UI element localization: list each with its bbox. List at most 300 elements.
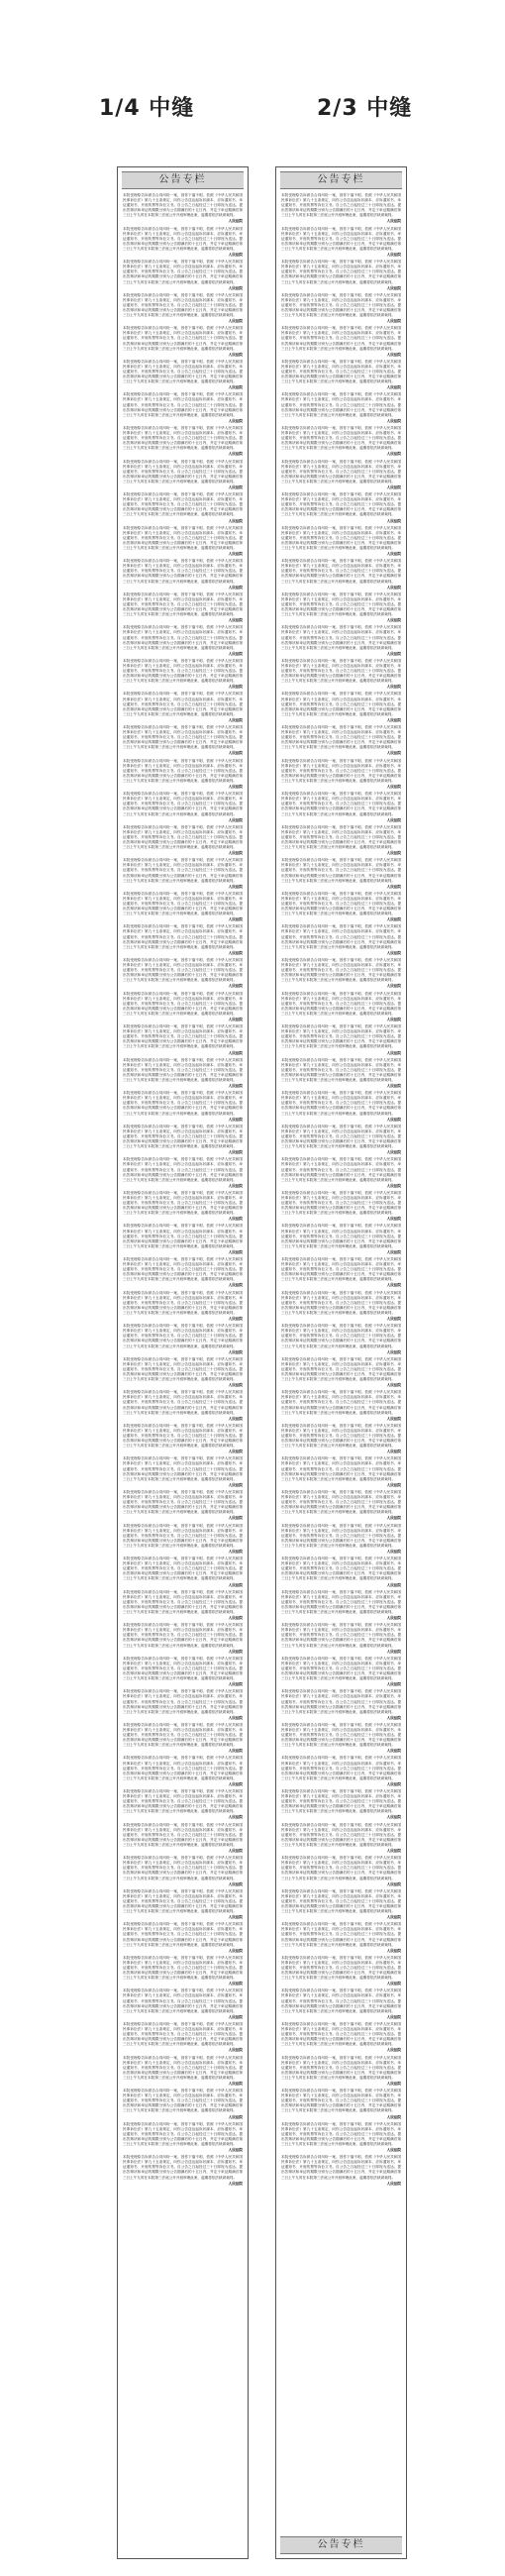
notice (123, 426, 243, 458)
notice (281, 260, 401, 291)
notice-body: 本院受理原告诉被告合同纠纷一案，因你下落不明，依照《中华人民共和国民事诉讼法》第九十五条规定，向你公告送达起诉状副本、应诉通知书、举证通知书、开庭传票等诉讼文书。自公告之日起经过三十日即视为送达。提出答辩状和举证的期限分别为公告期满后的十五日内，并定于举证期满后第三日上午九时在本院第三法庭公开开庭审理此案，逾期将依法缺席裁判。 (281, 1257, 401, 1282)
notice (281, 1191, 401, 1223)
notice-court: 人民法院 (386, 817, 401, 822)
notice-body: 本院受理原告诉被告合同纠纷一案，因你下落不明，依照《中华人民共和国民事诉讼法》第九十五条规定，向你公告送达起诉状副本、应诉通知书、举证通知书、开庭传票等诉讼文书。自公告之日起经过三十日即视为送达。提出答辩状和举证的期限分别为公告期满后的十五日内，并定于举证期满后第三日上午九时在本院第三法庭公开开庭审理此案，逾期将依法缺席裁判。 (281, 1656, 401, 1681)
notice-court: 人民法院 (228, 1084, 243, 1089)
notice-court: 人民法院 (386, 1017, 401, 1021)
column-body (118, 191, 248, 2218)
notice (123, 1723, 243, 1755)
notice (281, 559, 401, 590)
notice-body: 本院受理原告诉被告合同纠纷一案，因你下落不明，依照《中华人民共和国民事诉讼法》第九十五条规定，向你公告送达起诉状副本、应诉通知书、举证通知书、开庭传票等诉讼文书。自公告之日起经过三十日即视为送达。提出答辩状和举证的期限分别为公告期满后的十五日内，并定于举证期满后第三日上午九时在本院第三法庭公开开庭审理此案，逾期将依法缺席裁判。 (123, 891, 243, 916)
notice-body: 本院受理原告诉被告合同纠纷一案，因你下落不明，依照《中华人民共和国民事诉讼法》第九十五条规定，向你公告送达起诉状副本、应诉通知书、举证通知书、开庭传票等诉讼文书。自公告之日起经过三十日即视为送达。提出答辩状和举证的期限分别为公告期满后的十五日内，并定于举证期满后第三日上午九时在本院第三法庭公开开庭审理此案，逾期将依法缺席裁判。 (281, 1589, 401, 1614)
notice-court: 人民法院 (386, 518, 401, 523)
notice (123, 460, 243, 491)
notice-body: 本院受理原告诉被告合同纠纷一案，因你下落不明，依照《中华人民共和国民事诉讼法》第九十五条规定，向你公告送达起诉状副本、应诉通知书、举证通知书、开庭传票等诉讼文书。自公告之日起经过三十日即视为送达。提出答辩状和举证的期限分别为公告期满后的十五日内，并定于举证期满后第三日上午九时在本院第三法庭公开开庭审理此案，逾期将依法缺席裁判。 (281, 924, 401, 949)
notice (123, 759, 243, 791)
notice (123, 1424, 243, 1455)
notice-court: 人民法院 (228, 253, 243, 258)
notice-body: 本院受理原告诉被告合同纠纷一案，因你下落不明，依照《中华人民共和国民事诉讼法》第九十五条规定，向你公告送达起诉状副本、应诉通知书、举证通知书、开庭传票等诉讼文书。自公告之日起经过三十日即视为送达。提出答辩状和举证的期限分别为公告期满后的十五日内，并定于举证期满后第三日上午九时在本院第三法庭公开开庭审理此案，逾期将依法缺席裁判。 (123, 2021, 243, 2047)
notice-court: 人民法院 (386, 1948, 401, 1953)
notice (123, 1058, 243, 1090)
notice (281, 193, 401, 225)
notice-court: 人民法院 (228, 452, 243, 457)
notice-body: 本院受理原告诉被告合同纠纷一案，因你下落不明，依照《中华人民共和国民事诉讼法》第九十五条规定，向你公告送达起诉状副本、应诉通知书、举证通知书、开庭传票等诉讼文书。自公告之日起经过三十日即视为送达。提出答辩状和举证的期限分别为公告期满后的十五日内，并定于举证期满后第三日上午九时在本院第三法庭公开开庭审理此案，逾期将依法缺席裁判。 (123, 1756, 243, 1780)
notice-court: 人民法院 (386, 1915, 401, 1920)
notice-court: 人民法院 (228, 785, 243, 790)
notice-body: 本院受理原告诉被告合同纠纷一案，因你下落不明，依照《中华人民共和国民事诉讼法》第九十五条规定，向你公告送达起诉状副本、应诉通知书、举证通知书、开庭传票等诉讼文书。自公告之日起经过三十日即视为送达。提出答辩状和举证的期限分别为公告期满后的十五日内，并定于举证期满后第三日上午九时在本院第三法庭公开开庭审理此案，逾期将依法缺席裁判。 (281, 1190, 401, 1216)
page-label-left: 1/4 中缝 (99, 96, 195, 121)
notice (281, 1956, 401, 1987)
notice-body: 本院受理原告诉被告合同纠纷一案，因你下落不明，依照《中华人民共和国民事诉讼法》第九十五条规定，向你公告送达起诉状副本、应诉通知书、举证通知书、开庭传票等诉讼文书。自公告之日起经过三十日即视为送达。提出答辩状和举证的期限分别为公告期满后的十五日内，并定于举证期满后第三日上午九时在本院第三法庭公开开庭审理此案，逾期将依法缺席裁判。 (281, 1955, 401, 1981)
notice (123, 692, 243, 723)
notice (123, 1191, 243, 1223)
notice (123, 492, 243, 524)
notice-body: 本院受理原告诉被告合同纠纷一案，因你下落不明，依照《中华人民共和国民事诉讼法》第九十五条规定，向你公告送达起诉状副本、应诉通知书、举证通知书、开庭传票等诉讼文书。自公告之日起经过三十日即视为送达。提出答辩状和举证的期限分别为公告期满后的十五日内，并定于举证期满后第三日上午九时在本院第三法庭公开开庭审理此案，逾期将依法缺席裁判。 (281, 692, 401, 716)
notice-body: 本院受理原告诉被告合同纠纷一案，因你下落不明，依照《中华人民共和国民事诉讼法》第九十五条规定，向你公告送达起诉状副本、应诉通知书、举证通知书、开庭传票等诉讼文书。自公告之日起经过三十日即视为送达。提出答辩状和举证的期限分别为公告期满后的十五日内，并定于举证期满后第三日上午九时在本院第三法庭公开开庭审理此案，逾期将依法缺席裁判。 (281, 1356, 401, 1382)
notice-body: 本院受理原告诉被告合同纠纷一案，因你下落不明，依照《中华人民共和国民事诉讼法》第九十五条规定，向你公告送达起诉状副本、应诉通知书、举证通知书、开庭传票等诉讼文书。自公告之日起经过三十日即视为送达。提出答辩状和举证的期限分别为公告期满后的十五日内，并定于举证期满后第三日上午九时在本院第三法庭公开开庭审理此案，逾期将依法缺席裁判。 (281, 326, 401, 351)
notice (123, 825, 243, 857)
notice-body: 本院受理原告诉被告合同纠纷一案，因你下落不明，依照《中华人民共和国民事诉讼法》第九十五条规定，向你公告送达起诉状副本、应诉通知书、举证通知书、开庭传票等诉讼文书。自公告之日起经过三十日即视为送达。提出答辩状和举证的期限分别为公告期满后的十五日内，并定于举证期满后第三日上午九时在本院第三法庭公开开庭审理此案，逾期将依法缺席裁判。 (123, 1988, 243, 2013)
notice-body: 本院受理原告诉被告合同纠纷一案，因你下落不明，依照《中华人民共和国民事诉讼法》第九十五条规定，向你公告送达起诉状副本、应诉通知书、举证通知书、开庭传票等诉讼文书。自公告之日起经过三十日即视为送达。提出答辩状和举证的期限分别为公告期满后的十五日内，并定于举证期满后第三日上午九时在本院第三法庭公开开庭审理此案，逾期将依法缺席裁判。 (123, 2089, 243, 2113)
notice-body: 本院受理原告诉被告合同纠纷一案，因你下落不明，依照《中华人民共和国民事诉讼法》第九十五条规定，向你公告送达起诉状副本、应诉通知书、举证通知书、开庭传票等诉讼文书。自公告之日起经过三十日即视为送达。提出答辩状和举证的期限分别为公告期满后的十五日内，并定于举证期满后第三日上午九时在本院第三法庭公开开庭审理此案，逾期将依法缺席裁判。 (123, 2121, 243, 2146)
notice-body: 本院受理原告诉被告合同纠纷一案，因你下落不明，依照《中华人民共和国民事诉讼法》第九十五条规定，向你公告送达起诉状副本、应诉通知书、举证通知书、开庭传票等诉讼文书。自公告之日起经过三十日即视为送达。提出答辩状和举证的期限分别为公告期满后的十五日内，并定于举证期满后第三日上午九时在本院第三法庭公开开庭审理此案，逾期将依法缺席裁判。 (123, 193, 243, 218)
notice-court: 人民法院 (386, 1084, 401, 1089)
notice-body: 本院受理原告诉被告合同纠纷一案，因你下落不明，依照《中华人民共和国民事诉讼法》第九十五条规定，向你公告送达起诉状副本、应诉通知书、举证通知书、开庭传票等诉讼文书。自公告之日起经过三十日即视为送达。提出答辩状和举证的期限分别为公告期满后的十五日内，并定于举证期满后第三日上午九时在本院第三法庭公开开庭审理此案，逾期将依法缺席裁判。 (123, 392, 243, 417)
notice (123, 892, 243, 923)
notice-body: 本院受理原告诉被告合同纠纷一案，因你下落不明，依照《中华人民共和国民事诉讼法》第九十五条规定，向你公告送达起诉状副本、应诉通知书、举证通知书、开庭传票等诉讼文书。自公告之日起经过三十日即视为送达。提出答辩状和举证的期限分别为公告期满后的十五日内，并定于举证期满后第三日上午九时在本院第三法庭公开开庭审理此案，逾期将依法缺席裁判。 (281, 2089, 401, 2113)
notice-body: 本院受理原告诉被告合同纠纷一案，因你下落不明，依照《中华人民共和国民事诉讼法》第九十五条规定，向你公告送达起诉状副本、应诉通知书、举证通知书、开庭传票等诉讼文书。自公告之日起经过三十日即视为送达。提出答辩状和举证的期限分别为公告期满后的十五日内，并定于举证期满后第三日上午九时在本院第三法庭公开开庭审理此案，逾期将依法缺席裁判。 (281, 2121, 401, 2146)
notice-body: 本院受理原告诉被告合同纠纷一案，因你下落不明，依照《中华人民共和国民事诉讼法》第九十五条规定，向你公告送达起诉状副本、应诉通知书、举证通知书、开庭传票等诉讼文书。自公告之日起经过三十日即视为送达。提出答辩状和举证的期限分别为公告期满后的十五日内，并定于举证期满后第三日上午九时在本院第三法庭公开开庭审理此案，逾期将依法缺席裁判。 (281, 758, 401, 783)
notice-court: 人民法院 (228, 1449, 243, 1454)
notice-court: 人民法院 (386, 285, 401, 290)
notice-court: 人民法院 (228, 2181, 243, 2186)
notice (281, 1324, 401, 1355)
notice (281, 892, 401, 923)
notice-court: 人民法院 (386, 1482, 401, 1487)
notice-body: 本院受理原告诉被告合同纠纷一案，因你下落不明，依照《中华人民共和国民事诉讼法》第九十五条规定，向你公告送达起诉状副本、应诉通知书、举证通知书、开庭传票等诉讼文书。自公告之日起经过三十日即视为送达。提出答辩状和举证的期限分别为公告期满后的十五日内，并定于举证期满后第三日上午九时在本院第三法庭公开开庭审理此案，逾期将依法缺席裁判。 (123, 625, 243, 650)
notice (281, 825, 401, 857)
notice-court: 人民法院 (228, 984, 243, 989)
notice (123, 326, 243, 358)
notice (281, 1823, 401, 1855)
notice-body: 本院受理原告诉被告合同纠纷一案，因你下落不明，依照《中华人民共和国民事诉讼法》第九十五条规定，向你公告送达起诉状副本、应诉通知书、举证通知书、开庭传票等诉讼文书。自公告之日起经过三十日即视为送达。提出答辩状和举证的期限分别为公告期满后的十五日内，并定于举证期满后第三日上午九时在本院第三法庭公开开庭审理此案，逾期将依法缺席裁判。 (123, 1057, 243, 1082)
notice-body: 本院受理原告诉被告合同纠纷一案，因你下落不明，依照《中华人民共和国民事诉讼法》第九十五条规定，向你公告送达起诉状副本、应诉通知书、举证通知书、开庭传票等诉讼文书。自公告之日起经过三十日即视为送达。提出答辩状和举证的期限分别为公告期满后的十五日内，并定于举证期满后第三日上午九时在本院第三法庭公开开庭审理此案，逾期将依法缺席裁判。 (281, 1689, 401, 1714)
notice (123, 1224, 243, 1255)
notice-court: 人民法院 (228, 851, 243, 856)
notice (281, 1623, 401, 1655)
notice (123, 1091, 243, 1123)
notice-court: 人民法院 (386, 2114, 401, 2119)
notice-body: 本院受理原告诉被告合同纠纷一案，因你下落不明，依照《中华人民共和国民事诉讼法》第九十五条规定，向你公告送达起诉状副本、应诉通知书、举证通知书、开庭传票等诉讼文书。自公告之日起经过三十日即视为送达。提出答辩状和举证的期限分别为公告期满后的十五日内，并定于举证期满后第三日上午九时在本院第三法庭公开开庭审理此案，逾期将依法缺席裁判。 (281, 359, 401, 384)
notice-court: 人民法院 (228, 685, 243, 690)
notice-body: 本院受理原告诉被告合同纠纷一案，因你下落不明，依照《中华人民共和国民事诉讼法》第九十五条规定，向你公告送达起诉状副本、应诉通知书、举证通知书、开庭传票等诉讼文书。自公告之日起经过三十日即视为送达。提出答辩状和举证的期限分别为公告期满后的十五日内，并定于举证期满后第三日上午九时在本院第三法庭公开开庭审理此案，逾期将依法缺席裁判。 (281, 824, 401, 850)
notice (281, 293, 401, 325)
notice (123, 293, 243, 325)
notice-body: 本院受理原告诉被告合同纠纷一案，因你下落不明，依照《中华人民共和国民事诉讼法》第九十五条规定，向你公告送达起诉状副本、应诉通知书、举证通知书、开庭传票等诉讼文书。自公告之日起经过三十日即视为送达。提出答辩状和举证的期限分别为公告期满后的十五日内，并定于举证期满后第三日上午九时在本院第三法庭公开开庭审理此案，逾期将依法缺席裁判。 (123, 559, 243, 584)
notice (123, 725, 243, 757)
notice (281, 2022, 401, 2054)
notice-court: 人民法院 (386, 2148, 401, 2153)
notice-court: 人民法院 (228, 1915, 243, 1920)
notice-court: 人民法院 (228, 1017, 243, 1021)
notice-body: 本院受理原告诉被告合同纠纷一案，因你下落不明，依照《中华人民共和国民事诉讼法》第九十五条规定，向你公告送达起诉状副本、应诉通知书、举证通知书、开庭传票等诉讼文书。自公告之日起经过三十日即视为送达。提出答辩状和举证的期限分别为公告期满后的十五日内，并定于举证期满后第三日上午九时在本院第三法庭公开开庭审理此案，逾期将依法缺席裁判。 (123, 1656, 243, 1681)
notice (281, 1058, 401, 1090)
notice-court: 人民法院 (228, 1948, 243, 1953)
notice-body: 本院受理原告诉被告合同纠纷一案，因你下落不明，依照《中华人民共和国民事诉讼法》第九十五条规定，向你公告送达起诉状副本、应诉通知书、举证通知书、开庭传票等诉讼文书。自公告之日起经过三十日即视为送达。提出答辩状和举证的期限分别为公告期满后的十五日内，并定于举证期满后第三日上午九时在本院第三法庭公开开庭审理此案，逾期将依法缺席裁判。 (281, 891, 401, 916)
notice (281, 1524, 401, 1556)
notice (281, 526, 401, 558)
notice (281, 1922, 401, 1954)
notice (281, 492, 401, 524)
notice-court: 人民法院 (386, 1183, 401, 1188)
notice (281, 360, 401, 391)
notice-court: 人民法院 (386, 1416, 401, 1421)
notice-court: 人民法院 (228, 1715, 243, 1720)
notice (281, 1756, 401, 1787)
notice-court: 人民法院 (228, 950, 243, 955)
notice-body: 本院受理原告诉被告合同纠纷一案，因你下落不明，依照《中华人民共和国民事诉讼法》第九十五条规定，向你公告送达起诉状副本、应诉通知书、举证通知书、开庭传票等诉讼文书。自公告之日起经过三十日即视为送达。提出答辩状和举证的期限分别为公告期满后的十五日内，并定于举证期满后第三日上午九时在本院第三法庭公开开庭审理此案，逾期将依法缺席裁判。 (281, 525, 401, 550)
notice-body: 本院受理原告诉被告合同纠纷一案，因你下落不明，依照《中华人民共和国民事诉讼法》第九十五条规定，向你公告送达起诉状副本、应诉通知书、举证通知书、开庭传票等诉讼文书。自公告之日起经过三十日即视为送达。提出答辩状和举证的期限分别为公告期满后的十五日内，并定于举证期满后第三日上午九时在本院第三法庭公开开庭审理此案，逾期将依法缺席裁判。 (281, 1290, 401, 1315)
notice-court: 人民法院 (228, 1249, 243, 1254)
notice (281, 460, 401, 491)
announcement-column-left (117, 166, 249, 2559)
notice (281, 392, 401, 424)
notice-body: 本院受理原告诉被告合同纠纷一案，因你下落不明，依照《中华人民共和国民事诉讼法》第九十五条规定，向你公告送达起诉状副本、应诉通知书、举证通知书、开庭传票等诉讼文书。自公告之日起经过三十日即视为送达。提出答辩状和举证的期限分别为公告期满后的十五日内，并定于举证期满后第三日上午九时在本院第三法庭公开开庭审理此案，逾期将依法缺席裁判。 (281, 492, 401, 517)
notice-body: 本院受理原告诉被告合同纠纷一案，因你下落不明，依照《中华人民共和国民事诉讼法》第九十五条规定，向你公告送达起诉状副本、应诉通知书、举证通知书、开庭传票等诉讼文书。自公告之日起经过三十日即视为送达。提出答辩状和举证的期限分别为公告期满后的十五日内，并定于举证期满后第三日上午九时在本院第三法庭公开开庭审理此案，逾期将依法缺席裁判。 (123, 725, 243, 750)
notice (123, 1456, 243, 1488)
announcement-column-right (275, 166, 407, 2559)
notice-court: 人民法院 (228, 1881, 243, 1886)
notice-court: 人民法院 (386, 1516, 401, 1521)
notice-body: 本院受理原告诉被告合同纠纷一案，因你下落不明，依照《中华人民共和国民事诉讼法》第九十五条规定，向你公告送达起诉状副本、应诉通知书、举证通知书、开庭传票等诉讼文书。自公告之日起经过三十日即视为送达。提出答辩状和举证的期限分别为公告期满后的十五日内，并定于举证期满后第三日上午九时在本院第三法庭公开开庭审理此案，逾期将依法缺席裁判。 (123, 658, 243, 684)
column-banner: 公告专栏 (280, 171, 402, 189)
notice-body: 本院受理原告诉被告合同纠纷一案，因你下落不明，依照《中华人民共和国民事诉讼法》第九十五条规定，向你公告送达起诉状副本、应诉通知书、举证通知书、开庭传票等诉讼文书。自公告之日起经过三十日即视为送达。提出答辩状和举证的期限分别为公告期满后的十五日内，并定于举证期满后第三日上午九时在本院第三法庭公开开庭审理此案，逾期将依法缺席裁判。 (281, 2055, 401, 2080)
notice-court: 人民法院 (228, 1982, 243, 1986)
notice-court: 人民法院 (386, 917, 401, 922)
notice (281, 2089, 401, 2120)
notice (123, 792, 243, 823)
notice-court: 人民法院 (228, 751, 243, 756)
notice (123, 1823, 243, 1855)
notice (123, 1291, 243, 1323)
notice (123, 1125, 243, 1156)
notice-court: 人民法院 (228, 1217, 243, 1222)
notice-court: 人民法院 (228, 1549, 243, 1554)
notice-body: 本院受理原告诉被告合同纠纷一案，因你下落不明，依照《中华人民共和国民事诉讼法》第九十五条规定，向你公告送达起诉状副本、应诉通知书、举证通知书、开庭传票等诉讼文书。自公告之日起经过三十日即视为送达。提出答辩状和举证的期限分别为公告期满后的十五日内，并定于举证期满后第三日上午九时在本院第三法庭公开开庭审理此案，逾期将依法缺席裁判。 (123, 824, 243, 850)
notice (281, 326, 401, 358)
notice-court: 人民法院 (228, 817, 243, 822)
notice-body: 本院受理原告诉被告合同纠纷一案，因你下落不明，依照《中华人民共和国民事诉讼法》第九十五条规定，向你公告送达起诉状副本、应诉通知书、举证通知书、开庭传票等诉讼文书。自公告之日起经过三十日即视为送达。提出答辩状和举证的期限分别为公告期满后的十五日内，并定于举证期满后第三日上午九时在本院第三法庭公开开庭审理此案，逾期将依法缺席裁判。 (123, 858, 243, 883)
notice (281, 1424, 401, 1455)
notice (123, 1988, 243, 2020)
notice (281, 2056, 401, 2088)
notice-body: 本院受理原告诉被告合同纠纷一案，因你下落不明，依照《中华人民共和国民事诉讼法》第九十五条规定，向你公告送达起诉状副本、应诉通知书、举证通知书、开庭传票等诉讼文书。自公告之日起经过三十日即视为送达。提出答辩状和举证的期限分别为公告期满后的十五日内，并定于举证期满后第三日上午九时在本院第三法庭公开开庭审理此案，逾期将依法缺席裁判。 (123, 1290, 243, 1315)
notice-court: 人民法院 (386, 685, 401, 690)
notice-court: 人民法院 (386, 1549, 401, 1554)
notice (123, 526, 243, 558)
notice-court: 人民法院 (386, 1982, 401, 1986)
notice-body: 本院受理原告诉被告合同纠纷一案，因你下落不明，依照《中华人民共和国民事诉讼法》第九十五条规定，向你公告送达起诉状副本、应诉通知书、举证通知书、开庭传票等诉讼文书。自公告之日起经过三十日即视为送达。提出答辩状和举证的期限分别为公告期满后的十五日内，并定于举证期满后第三日上午九时在本院第三法庭公开开庭审理此案，逾期将依法缺席裁判。 (281, 658, 401, 684)
notice (123, 227, 243, 259)
notice-court: 人民法院 (228, 917, 243, 922)
notice-court: 人民法院 (228, 1582, 243, 1587)
notice-court: 人民法院 (386, 1715, 401, 1720)
notice-body: 本院受理原告诉被告合同纠纷一案，因你下落不明，依照《中华人民共和国民事诉讼法》第九十五条规定，向你公告送达起诉状副本、应诉通知书、举证通知书、开庭传票等诉讼文书。自公告之日起经过三十日即视为送达。提出答辩状和举证的期限分别为公告期满后的十五日内，并定于举证期满后第三日上午九时在本院第三法庭公开开庭审理此案，逾期将依法缺席裁判。 (281, 625, 401, 650)
page-label-right: 2/3 中缝 (317, 96, 413, 121)
notice-body: 本院受理原告诉被告合同纠纷一案，因你下落不明，依照《中华人民共和国民事诉讼法》第九十五条规定，向你公告送达起诉状副本、应诉通知书、举证通知书、开庭传票等诉讼文书。自公告之日起经过三十日即视为送达。提出答辩状和举证的期限分别为公告期满后的十五日内，并定于举证期满后第三日上午九时在本院第三法庭公开开庭审理此案，逾期将依法缺席裁判。 (281, 392, 401, 417)
notice (123, 1324, 243, 1355)
notice-body: 本院受理原告诉被告合同纠纷一案，因你下落不明，依照《中华人民共和国民事诉讼法》第九十五条规定，向你公告送达起诉状副本、应诉通知书、举证通知书、开庭传票等诉讼文书。自公告之日起经过三十日即视为送达。提出答辩状和举证的期限分别为公告期满后的十五日内，并定于举证期满后第三日上午九时在本院第三法庭公开开庭审理此案，逾期将依法缺席裁判。 (123, 991, 243, 1016)
notice-body: 本院受理原告诉被告合同纠纷一案，因你下落不明，依照《中华人民共和国民事诉讼法》第九十五条规定，向你公告送达起诉状副本、应诉通知书、举证通知书、开庭传票等诉讼文书。自公告之日起经过三十日即视为送达。提出答辩状和举证的期限分别为公告期满后的十五日内，并定于举证期满后第三日上午九时在本院第三法庭公开开庭审理此案，逾期将依法缺席裁判。 (281, 1091, 401, 1116)
notice-court: 人民法院 (386, 253, 401, 258)
notice-body: 本院受理原告诉被告合同纠纷一案，因你下落不明，依照《中华人民共和国民事诉讼法》第九十五条规定，向你公告送达起诉状副本、应诉通知书、举证通知书、开庭传票等诉讼文书。自公告之日起经过三十日即视为送达。提出答辩状和举证的期限分别为公告期满后的十五日内，并定于举证期满后第三日上午九时在本院第三法庭公开开庭审理此案，逾期将依法缺席裁判。 (281, 1124, 401, 1149)
notice (281, 592, 401, 624)
notice-court: 人民法院 (386, 418, 401, 423)
notice (123, 858, 243, 890)
notice-court: 人民法院 (228, 1050, 243, 1055)
notice-court: 人民法院 (386, 1383, 401, 1388)
notice-court: 人民法院 (386, 1682, 401, 1687)
notice-court: 人民法院 (386, 1449, 401, 1454)
notice-body: 本院受理原告诉被告合同纠纷一案，因你下落不明，依照《中华人民共和国民事诉讼法》第九十五条规定，向你公告送达起诉状副本、应诉通知书、举证通知书、开庭传票等诉讼文书。自公告之日起经过三十日即视为送达。提出答辩状和举证的期限分别为公告期满后的十五日内，并定于举证期满后第三日上午九时在本院第三法庭公开开庭审理此案，逾期将依法缺席裁判。 (123, 292, 243, 318)
notice (281, 1789, 401, 1821)
notice (123, 924, 243, 956)
notice-body: 本院受理原告诉被告合同纠纷一案，因你下落不明，依照《中华人民共和国民事诉讼法》第九十五条规定，向你公告送达起诉状副本、应诉通知书、举证通知书、开庭传票等诉讼文书。自公告之日起经过三十日即视为送达。提出答辩状和举证的期限分别为公告期满后的十五日内，并定于举证期满后第三日上午九时在本院第三法庭公开开庭审理此案，逾期将依法缺席裁判。 (123, 1157, 243, 1182)
notice-body: 本院受理原告诉被告合同纠纷一案，因你下落不明，依照《中华人民共和国民事诉讼法》第九十五条规定，向你公告送达起诉状副本、应诉通知书、举证通知书、开庭传票等诉讼文书。自公告之日起经过三十日即视为送达。提出答辩状和举证的期限分别为公告期满后的十五日内，并定于举证期满后第三日上午九时在本院第三法庭公开开庭审理此案，逾期将依法缺席裁判。 (123, 1822, 243, 1847)
notice-court: 人民法院 (228, 1283, 243, 1288)
notice-body: 本院受理原告诉被告合同纠纷一案，因你下落不明，依照《中华人民共和国民事诉讼法》第九十五条规定，向你公告送达起诉状副本、应诉通知书、举证通知书、开庭传票等诉讼文书。自公告之日起经过三十日即视为送达。提出答辩状和举证的期限分别为公告期满后的十五日内，并定于举证期满后第三日上午九时在本院第三法庭公开开庭审理此案，逾期将依法缺席裁判。 (281, 1523, 401, 1548)
notice-court: 人民法院 (228, 2148, 243, 2153)
notice (281, 1988, 401, 2020)
notice-body: 本院受理原告诉被告合同纠纷一案，因你下落不明，依照《中华人民共和国民事诉讼法》第九十五条规定，向你公告送达起诉状副本、应诉通知书、举证通知书、开庭传票等诉讼文书。自公告之日起经过三十日即视为送达。提出答辩状和举证的期限分别为公告期满后的十五日内，并定于举证期满后第三日上午九时在本院第三法庭公开开庭审理此案，逾期将依法缺席裁判。 (281, 1623, 401, 1648)
notice-body: 本院受理原告诉被告合同纠纷一案，因你下落不明，依照《中华人民共和国民事诉讼法》第九十五条规定，向你公告送达起诉状副本、应诉通知书、举证通知书、开庭传票等诉讼文书。自公告之日起经过三十日即视为送达。提出答辩状和举证的期限分别为公告期满后的十五日内，并定于举证期满后第三日上午九时在本院第三法庭公开开庭审理此案，逾期将依法缺席裁判。 (123, 1324, 243, 1348)
notice-court: 人民法院 (228, 1815, 243, 1820)
notice-court: 人民法院 (386, 1582, 401, 1587)
notice (281, 1291, 401, 1323)
notice-court: 人民法院 (386, 1616, 401, 1621)
notice-court: 人民法院 (228, 2114, 243, 2119)
notice-body: 本院受理原告诉被告合同纠纷一案，因你下落不明，依照《中华人民共和国民事诉讼法》第九十五条规定，向你公告送达起诉状副本、应诉通知书、举证通知书、开庭传票等诉讼文书。自公告之日起经过三十日即视为送达。提出答辩状和举证的期限分别为公告期满后的十五日内，并定于举证期满后第三日上午九时在本院第三法庭公开开庭审理此案，逾期将依法缺席裁判。 (281, 559, 401, 584)
notice-body: 本院受理原告诉被告合同纠纷一案，因你下落不明，依照《中华人民共和国民事诉讼法》第九十五条规定，向你公告送达起诉状副本、应诉通知书、举证通知书、开庭传票等诉讼文书。自公告之日起经过三十日即视为送达。提出答辩状和举证的期限分别为公告期满后的十五日内，并定于举证期满后第三日上午九时在本院第三法庭公开开庭审理此案，逾期将依法缺席裁判。 (281, 2155, 401, 2180)
notice-court: 人民法院 (228, 717, 243, 722)
notice (281, 659, 401, 691)
notice-body: 本院受理原告诉被告合同纠纷一案，因你下落不明，依照《中华人民共和国民事诉讼法》第九十五条规定，向你公告送达起诉状副本、应诉通知书、举证通知书、开庭传票等诉讼文书。自公告之日起经过三十日即视为送达。提出答辩状和举证的期限分别为公告期满后的十五日内，并定于举证期满后第三日上午九时在本院第三法庭公开开庭审理此案，逾期将依法缺席裁判。 (281, 1556, 401, 1581)
notice-body: 本院受理原告诉被告合同纠纷一案，因你下落不明，依照《中华人民共和国民事诉讼法》第九十五条规定，向你公告送达起诉状副本、应诉通知书、举证通知书、开庭传票等诉讼文书。自公告之日起经过三十日即视为送达。提出答辩状和举证的期限分别为公告期满后的十五日内，并定于举证期满后第三日上午九时在本院第三法庭公开开庭审理此案，逾期将依法缺席裁判。 (123, 1489, 243, 1515)
notice-body: 本院受理原告诉被告合同纠纷一案，因你下落不明，依照《中华人民共和国民事诉讼法》第九十五条规定，向你公告送达起诉状副本、应诉通知书、举证通知书、开庭传票等诉讼文书。自公告之日起经过三十日即视为送达。提出答辩状和举证的期限分别为公告期满后的十五日内，并定于举证期满后第三日上午九时在本院第三法庭公开开庭审理此案，逾期将依法缺席裁判。 (123, 1922, 243, 1947)
notice-court: 人民法院 (386, 785, 401, 790)
notice-court: 人民法院 (228, 884, 243, 889)
notice-court: 人民法院 (386, 1117, 401, 1122)
notice (123, 559, 243, 590)
notice (123, 1390, 243, 1422)
notice (123, 392, 243, 424)
notice-court: 人民法院 (386, 1881, 401, 1886)
notice (281, 1157, 401, 1189)
notice-court: 人民法院 (228, 651, 243, 656)
notice-body: 本院受理原告诉被告合同纠纷一案，因你下落不明，依照《中华人民共和国民事诉讼法》第九十五条规定，向你公告送达起诉状副本、应诉通知书、举证通知书、开庭传票等诉讼文书。自公告之日起经过三十日即视为送达。提出答辩状和举证的期限分别为公告期满后的十五日内，并定于举证期满后第三日上午九时在本院第三法庭公开开庭审理此案，逾期将依法缺席裁判。 (281, 725, 401, 750)
notice-body: 本院受理原告诉被告合同纠纷一案，因你下落不明，依照《中华人民共和国民事诉讼法》第九十五条规定，向你公告送达起诉状副本、应诉通知书、举证通知书、开庭传票等诉讼文书。自公告之日起经过三十日即视为送达。提出答辩状和举证的期限分别为公告期满后的十五日内，并定于举证期满后第三日上午九时在本院第三法庭公开开庭审理此案，逾期将依法缺席裁判。 (281, 858, 401, 883)
notice-body: 本院受理原告诉被告合同纠纷一案，因你下落不明，依照《中华人民共和国民事诉讼法》第九十五条规定，向你公告送达起诉状副本、应诉通知书、举证通知书、开庭传票等诉讼文书。自公告之日起经过三十日即视为送达。提出答辩状和举证的期限分别为公告期满后的十五日内，并定于举证期满后第三日上午九时在本院第三法庭公开开庭审理此案，逾期将依法缺席裁判。 (123, 1456, 243, 1481)
notice (123, 992, 243, 1023)
notice-court: 人民法院 (228, 618, 243, 623)
notice-body: 本院受理原告诉被告合同纠纷一案，因你下落不明，依照《中华人民共和国民事诉讼法》第九十五条规定，向你公告送达起诉状副本、应诉通知书、举证通知书、开庭传票等诉讼文书。自公告之日起经过三十日即视为送达。提出答辩状和举证的期限分别为公告期满后的十五日内，并定于举证期满后第三日上午九时在本院第三法庭公开开庭审理此案，逾期将依法缺席裁判。 (281, 1988, 401, 2013)
notice-court: 人民法院 (386, 984, 401, 989)
notice-court: 人民法院 (386, 717, 401, 722)
notice-body: 本院受理原告诉被告合同纠纷一案，因你下落不明，依照《中华人民共和国民事诉讼法》第九十五条规定，向你公告送达起诉状副本、应诉通知书、举证通知书、开庭传票等诉讼文书。自公告之日起经过三十日即视为送达。提出答辩状和举证的期限分别为公告期满后的十五日内，并定于举证期满后第三日上午九时在本院第三法庭公开开庭审理此案，逾期将依法缺席裁判。 (281, 591, 401, 617)
notice-court: 人民法院 (228, 1849, 243, 1854)
notice-body: 本院受理原告诉被告合同纠纷一案，因你下落不明，依照《中华人民共和国民事诉讼法》第九十五条规定，向你公告送达起诉状副本、应诉通知书、举证通知书、开庭传票等诉讼文书。自公告之日起经过三十日即视为送达。提出答辩状和举证的期限分别为公告期满后的十五日内，并定于举证期满后第三日上午九时在本院第三法庭公开开庭审理此案，逾期将依法缺席裁判。 (123, 2155, 243, 2180)
notice-court: 人民法院 (386, 1849, 401, 1854)
notice (281, 1257, 401, 1289)
notice-body: 本院受理原告诉被告合同纠纷一案，因你下落不明，依照《中华人民共和国民事诉讼法》第九十五条规定，向你公告送达起诉状副本、应诉通知书、举证通知书、开庭传票等诉讼文书。自公告之日起经过三十日即视为送达。提出答辩状和举证的期限分别为公告期满后的十五日内，并定于举证期满后第三日上午九时在本院第三法庭公开开庭审理此案，逾期将依法缺席裁判。 (281, 1789, 401, 1814)
notice-court: 人民法院 (228, 1117, 243, 1122)
column-banner-bottom: 公告专栏 (280, 2536, 402, 2554)
notice-court: 人民法院 (386, 2181, 401, 2186)
notice-court: 人民法院 (386, 1349, 401, 1354)
notice-body: 本院受理原告诉被告合同纠纷一案，因你下落不明，依照《中华人民共和国民事诉讼法》第九十五条规定，向你公告送达起诉状副本、应诉通知书、举证通知书、开庭传票等诉讼文书。自公告之日起经过三十日即视为送达。提出答辩状和举证的期限分别为公告期满后的十五日内，并定于举证期满后第三日上午九时在本院第三法庭公开开庭审理此案，逾期将依法缺席裁判。 (123, 1024, 243, 1049)
notice-body: 本院受理原告诉被告合同纠纷一案，因你下落不明，依照《中华人民共和国民事诉讼法》第九十五条规定，向你公告送达起诉状副本、应诉通知书、举证通知书、开庭传票等诉讼文书。自公告之日起经过三十日即视为送达。提出答辩状和举证的期限分别为公告期满后的十五日内，并定于举证期满后第三日上午九时在本院第三法庭公开开庭审理此案，逾期将依法缺席裁判。 (281, 1489, 401, 1515)
notice-court: 人民法院 (386, 452, 401, 457)
notice-body: 本院受理原告诉被告合同纠纷一案，因你下落不明，依照《中华人民共和国民事诉讼法》第九十五条规定，向你公告送达起诉状副本、应诉通知书、举证通知书、开庭传票等诉讼文书。自公告之日起经过三十日即视为送达。提出答辩状和举证的期限分别为公告期满后的十五日内，并定于举证期满后第三日上午九时在本院第三法庭公开开庭审理此案，逾期将依法缺席裁判。 (123, 359, 243, 384)
notice-court: 人民法院 (228, 1616, 243, 1621)
notice-court: 人民法院 (228, 1349, 243, 1354)
notice-body: 本院受理原告诉被告合同纠纷一案，因你下落不明，依照《中华人民共和国民事诉讼法》第九十五条规定，向你公告送达起诉状副本、应诉通知书、举证通知书、开庭传票等诉讼文书。自公告之日起经过三十日即视为送达。提出答辩状和举证的期限分别为公告期满后的十五日内，并定于举证期满后第三日上午九时在本院第三法庭公开开庭审理此案，逾期将依法缺席裁判。 (123, 1356, 243, 1382)
notice (123, 1157, 243, 1189)
notice-body: 本院受理原告诉被告合同纠纷一案，因你下落不明，依照《中华人民共和国民事诉讼法》第九十五条规定，向你公告送达起诉状副本、应诉通知书、举证通知书、开庭传票等诉讼文书。自公告之日起经过三十日即视为送达。提出答辩状和举证的期限分别为公告期满后的十五日内，并定于举证期满后第三日上午九时在本院第三法庭公开开庭审理此案，逾期将依法缺席裁判。 (123, 326, 243, 351)
notice-body: 本院受理原告诉被告合同纠纷一案，因你下落不明，依照《中华人民共和国民事诉讼法》第九十五条规定，向你公告送达起诉状副本、应诉通知书、举证通知书、开庭传票等诉讼文书。自公告之日起经过三十日即视为送达。提出答辩状和举证的期限分别为公告期满后的十五日内，并定于举证期满后第三日上午九时在本院第三法庭公开开庭审理此案，逾期将依法缺席裁判。 (123, 1091, 243, 1116)
notice-court: 人民法院 (386, 1050, 401, 1055)
notice-body: 本院受理原告诉被告合同纠纷一案，因你下落不明，依照《中华人民共和国民事诉讼法》第九十五条规定，向你公告送达起诉状副本、应诉通知书、举证通知书、开庭传票等诉讼文书。自公告之日起经过三十日即视为送达。提出答辩状和举证的期限分别为公告期满后的十五日内，并定于举证期满后第三日上午九时在本院第三法庭公开开庭审理此案，逾期将依法缺席裁判。 (281, 193, 401, 218)
notice-court: 人民法院 (386, 950, 401, 955)
notice-court: 人民法院 (228, 1150, 243, 1155)
notice-body: 本院受理原告诉被告合同纠纷一案，因你下落不明，依照《中华人民共和国民事诉讼法》第九十五条规定，向你公告送达起诉状副本、应诉通知书、举证通知书、开庭传票等诉讼文书。自公告之日起经过三十日即视为送达。提出答辩状和举证的期限分别为公告期满后的十五日内，并定于举证期满后第三日上午九时在本院第三法庭公开开庭审理此案，逾期将依法缺席裁判。 (281, 459, 401, 483)
notice-court: 人民法院 (386, 2048, 401, 2053)
notice-court: 人民法院 (386, 1249, 401, 1254)
notice (123, 1623, 243, 1655)
notice (281, 792, 401, 823)
notice-court: 人民法院 (228, 2048, 243, 2053)
notice (123, 1024, 243, 1056)
notice (123, 193, 243, 225)
notice-body: 本院受理原告诉被告合同纠纷一案，因你下落不明，依照《中华人民共和国民事诉讼法》第九十五条规定，向你公告送达起诉状副本、应诉通知书、举证通知书、开庭传票等诉讼文书。自公告之日起经过三十日即视为送达。提出答辩状和举证的期限分别为公告期满后的十五日内，并定于举证期满后第三日上午九时在本院第三法庭公开开庭审理此案，逾期将依法缺席裁判。 (281, 1057, 401, 1082)
notice (281, 1091, 401, 1123)
notice-court: 人民法院 (228, 518, 243, 523)
notice (123, 1524, 243, 1556)
notice-body: 本院受理原告诉被告合同纠纷一案，因你下落不明，依照《中华人民共和国民事诉讼法》第九十五条规定，向你公告送达起诉状副本、应诉通知书、举证通知书、开庭传票等诉讼文书。自公告之日起经过三十日即视为送达。提出答辩状和举证的期限分别为公告期满后的十五日内，并定于举证期满后第三日上午九时在本院第三法庭公开开庭审理此案，逾期将依法缺席裁判。 (281, 1024, 401, 1049)
notice-court: 人民法院 (228, 2081, 243, 2086)
notice-court: 人民法院 (228, 484, 243, 489)
notice (281, 992, 401, 1023)
notice (281, 1456, 401, 1488)
notice (281, 1490, 401, 1522)
notice-court: 人民法院 (228, 319, 243, 324)
notice-court: 人民法院 (228, 1649, 243, 1654)
notice (123, 2122, 243, 2154)
notice-body: 本院受理原告诉被告合同纠纷一案，因你下落不明，依照《中华人民共和国民事诉讼法》第九十五条规定，向你公告送达起诉状副本、应诉通知书、举证通知书、开庭传票等诉讼文书。自公告之日起经过三十日即视为送达。提出答辩状和举证的期限分别为公告期满后的十五日内，并定于举证期满后第三日上午九时在本院第三法庭公开开庭审理此案，逾期将依法缺席裁判。 (281, 2021, 401, 2047)
notice-body: 本院受理原告诉被告合同纠纷一案，因你下落不明，依照《中华人民共和国民事诉讼法》第九十五条规定，向你公告送达起诉状副本、应诉通知书、举证通知书、开庭传票等诉讼文书。自公告之日起经过三十日即视为送达。提出答辩状和举证的期限分别为公告期满后的十五日内，并定于举证期满后第三日上午九时在本院第三法庭公开开庭审理此案，逾期将依法缺席裁判。 (123, 492, 243, 517)
notice-court: 人民法院 (386, 651, 401, 656)
notice-court: 人民法院 (386, 1217, 401, 1222)
notice (281, 1125, 401, 1156)
notice (123, 1856, 243, 1887)
notice-body: 本院受理原告诉被告合同纠纷一案，因你下落不明，依照《中华人民共和国民事诉讼法》第九十五条规定，向你公告送达起诉状副本、应诉通知书、举证通知书、开庭传票等诉讼文书。自公告之日起经过三十日即视为送达。提出答辩状和举证的期限分别为公告期满后的十五日内，并定于举证期满后第三日上午九时在本院第三法庭公开开庭审理此案，逾期将依法缺席裁判。 (281, 991, 401, 1016)
notice (123, 958, 243, 990)
column-banner: 公告专栏 (122, 171, 244, 189)
notice (123, 360, 243, 391)
notice-body: 本院受理原告诉被告合同纠纷一案，因你下落不明，依照《中华人民共和国民事诉讼法》第九十五条规定，向你公告送达起诉状副本、应诉通知书、举证通知书、开庭传票等诉讼文书。自公告之日起经过三十日即视为送达。提出答辩状和举证的期限分别为公告期满后的十五日内，并定于举证期满后第三日上午九时在本院第三法庭公开开庭审理此案，逾期将依法缺席裁判。 (123, 758, 243, 783)
notice-court: 人民法院 (228, 418, 243, 423)
notice (123, 1257, 243, 1289)
notice-body: 本院受理原告诉被告合同纠纷一案，因你下落不明，依照《中华人民共和国民事诉讼法》第九十五条规定，向你公告送达起诉状副本、应诉通知书、举证通知书、开庭传票等诉讼文书。自公告之日起经过三十日即视为送达。提出答辩状和举证的期限分别为公告期满后的十五日内，并定于举证期满后第三日上午九时在本院第三法庭公开开庭审理此案，逾期将依法缺席裁判。 (123, 1722, 243, 1748)
notice-court: 人民法院 (386, 552, 401, 557)
notice-body: 本院受理原告诉被告合同纠纷一案，因你下落不明，依照《中华人民共和国民事诉讼法》第九十五条规定，向你公告送达起诉状副本、应诉通知书、举证通知书、开庭传票等诉讼文书。自公告之日起经过三十日即视为送达。提出答辩状和举证的期限分别为公告期满后的十五日内，并定于举证期满后第三日上午九时在本院第三法庭公开开庭审理此案，逾期将依法缺席裁判。 (123, 1623, 243, 1648)
notice (123, 1689, 243, 1721)
notice (281, 759, 401, 791)
notice-body: 本院受理原告诉被告合同纠纷一案，因你下落不明，依照《中华人民共和国民事诉讼法》第九十五条规定，向你公告送达起诉状副本、应诉通知书、举证通知书、开庭传票等诉讼文书。自公告之日起经过三十日即视为送达。提出答辩状和举证的期限分别为公告期满后的十五日内，并定于举证期满后第三日上午九时在本院第三法庭公开开庭审理此案，逾期将依法缺席裁判。 (281, 1224, 401, 1248)
notice-court: 人民法院 (228, 352, 243, 357)
notice-body: 本院受理原告诉被告合同纠纷一案，因你下落不明，依照《中华人民共和国民事诉讼法》第九十五条规定，向你公告送达起诉状副本、应诉通知书、举证通知书、开庭传票等诉讼文书。自公告之日起经过三十日即视为送达。提出答辩状和举证的期限分别为公告期满后的十五日内，并定于举证期满后第三日上午九时在本院第三法庭公开开庭审理此案，逾期将依法缺席裁判。 (123, 1689, 243, 1714)
notice (281, 1657, 401, 1688)
notice-court: 人民法院 (386, 484, 401, 489)
notice-court: 人民法院 (386, 585, 401, 590)
notice-body: 本院受理原告诉被告合同纠纷一案，因你下落不明，依照《中华人民共和国民事诉讼法》第九十五条规定，向你公告送达起诉状副本、应诉通知书、举证通知书、开庭传票等诉讼文书。自公告之日起经过三十日即视为送达。提出答辩状和举证的期限分别为公告期满后的十五日内，并定于举证期满后第三日上午九时在本院第三法庭公开开庭审理此案，逾期将依法缺席裁判。 (123, 226, 243, 251)
notice-body: 本院受理原告诉被告合同纠纷一案，因你下落不明，依照《中华人民共和国民事诉讼法》第九十五条规定，向你公告送达起诉状副本、应诉通知书、举证通知书、开庭传票等诉讼文书。自公告之日起经过三十日即视为送达。提出答辩状和举证的期限分别为公告期满后的十五日内，并定于举证期满后第三日上午九时在本院第三法庭公开开庭审理此案，逾期将依法缺席裁判。 (123, 525, 243, 550)
notice-court: 人民法院 (228, 1183, 243, 1188)
notice (123, 1490, 243, 1522)
notice-court: 人民法院 (386, 1815, 401, 1820)
notice-court: 人民法院 (228, 219, 243, 224)
notice-body: 本院受理原告诉被告合同纠纷一案，因你下落不明，依照《中华人民共和国民事诉讼法》第九十五条规定，向你公告送达起诉状副本、应诉通知书、举证通知书、开庭传票等诉讼文书。自公告之日起经过三十日即视为送达。提出答辩状和举证的期限分别为公告期满后的十五日内，并定于举证期满后第三日上午九时在本院第三法庭公开开庭审理此案，逾期将依法缺席裁判。 (281, 425, 401, 451)
notice-court: 人民法院 (386, 319, 401, 324)
notice (281, 1224, 401, 1255)
notice-court: 人民法院 (228, 1482, 243, 1487)
notice-court: 人民法院 (386, 2014, 401, 2019)
notice-body: 本院受理原告诉被告合同纠纷一案，因你下落不明，依照《中华人民共和国民事诉讼法》第九十五条规定，向你公告送达起诉状副本、应诉通知书、举证通知书、开庭传票等诉讼文书。自公告之日起经过三十日即视为送达。提出答辩状和举证的期限分别为公告期满后的十五日内，并定于举证期满后第三日上午九时在本院第三法庭公开开庭审理此案，逾期将依法缺席裁判。 (281, 1856, 401, 1880)
notice (123, 1889, 243, 1921)
notice (281, 625, 401, 657)
notice (123, 2022, 243, 2054)
notice-body: 本院受理原告诉被告合同纠纷一案，因你下落不明，依照《中华人民共和国民事诉讼法》第九十五条规定，向你公告送达起诉状副本、应诉通知书、举证通知书、开庭传票等诉讼文书。自公告之日起经过三十日即视为送达。提出答辩状和举证的期限分别为公告期满后的十五日内，并定于举证期满后第三日上午九时在本院第三法庭公开开庭审理此案，逾期将依法缺席裁判。 (123, 1124, 243, 1149)
notice-body: 本院受理原告诉被告合同纠纷一案，因你下落不明，依照《中华人民共和国民事诉讼法》第九十五条规定，向你公告送达起诉状副本、应诉通知书、举证通知书、开庭传票等诉讼文书。自公告之日起经过三十日即视为送达。提出答辩状和举证的期限分别为公告期满后的十五日内，并定于举证期满后第三日上午九时在本院第三法庭公开开庭审理此案，逾期将依法缺席裁判。 (123, 1955, 243, 1981)
notice-body: 本院受理原告诉被告合同纠纷一案，因你下落不明，依照《中华人民共和国民事诉讼法》第九十五条规定，向你公告送达起诉状副本、应诉通知书、举证通知书、开庭传票等诉讼文书。自公告之日起经过三十日即视为送达。提出答辩状和举证的期限分别为公告期满后的十五日内，并定于举证期满后第三日上午九时在本院第三法庭公开开庭审理此案，逾期将依法缺席裁判。 (281, 1722, 401, 1748)
notice-court: 人民法院 (386, 352, 401, 357)
notice (123, 1756, 243, 1787)
notice (281, 1556, 401, 1588)
notice-body: 本院受理原告诉被告合同纠纷一案，因你下落不明，依照《中华人民共和国民事诉讼法》第九十五条规定，向你公告送达起诉状副本、应诉通知书、举证通知书、开庭传票等诉讼文书。自公告之日起经过三十日即视为送达。提出答辩状和举证的期限分别为公告期满后的十五日内，并定于举证期满后第三日上午九时在本院第三法庭公开开庭审理此案，逾期将依法缺席裁判。 (123, 1888, 243, 1914)
notice (281, 1889, 401, 1921)
notice-body: 本院受理原告诉被告合同纠纷一案，因你下落不明，依照《中华人民共和国民事诉讼法》第九十五条规定，向你公告送达起诉状副本、应诉通知书、举证通知书、开庭传票等诉讼文书。自公告之日起经过三十日即视为送达。提出答辩状和举证的期限分别为公告期满后的十五日内，并定于举证期满后第三日上午九时在本院第三法庭公开开庭审理此案，逾期将依法缺席裁判。 (123, 792, 243, 816)
notice (281, 2122, 401, 2154)
notice-court: 人民法院 (228, 1416, 243, 1421)
notice (281, 1689, 401, 1721)
notice (281, 1856, 401, 1887)
notice-body: 本院受理原告诉被告合同纠纷一案，因你下落不明，依照《中华人民共和国民事诉讼法》第九十五条规定，向你公告送达起诉状副本、应诉通知书、举证通知书、开庭传票等诉讼文书。自公告之日起经过三十日即视为送达。提出答辩状和举证的期限分别为公告期满后的十五日内，并定于举证期满后第三日上午九时在本院第三法庭公开开庭审理此案，逾期将依法缺席裁判。 (123, 1257, 243, 1282)
notice (123, 1556, 243, 1588)
notice (281, 858, 401, 890)
notice-body: 本院受理原告诉被告合同纠纷一案，因你下落不明，依照《中华人民共和国民事诉讼法》第九十五条规定，向你公告送达起诉状副本、应诉通知书、举证通知书、开庭传票等诉讼文书。自公告之日起经过三十日即视为送达。提出答辩状和举证的期限分别为公告期满后的十五日内，并定于举证期满后第三日上午九时在本院第三法庭公开开庭审理此案，逾期将依法缺席裁判。 (281, 292, 401, 318)
notice-body: 本院受理原告诉被告合同纠纷一案，因你下落不明，依照《中华人民共和国民事诉讼法》第九十五条规定，向你公告送达起诉状副本、应诉通知书、举证通知书、开庭传票等诉讼文书。自公告之日起经过三十日即视为送达。提出答辩状和举证的期限分别为公告期满后的十五日内，并定于举证期满后第三日上午九时在本院第三法庭公开开庭审理此案，逾期将依法缺席裁判。 (281, 226, 401, 251)
notice (123, 2155, 243, 2187)
notice-court: 人民法院 (386, 1150, 401, 1155)
notice-court: 人民法院 (228, 1516, 243, 1521)
notice-body: 本院受理原告诉被告合同纠纷一案，因你下落不明，依照《中华人民共和国民事诉讼法》第九十五条规定，向你公告送达起诉状副本、应诉通知书、举证通知书、开庭传票等诉讼文书。自公告之日起经过三十日即视为送达。提出答辩状和举证的期限分别为公告期满后的十五日内，并定于举证期满后第三日上午九时在本院第三法庭公开开庭审理此案，逾期将依法缺席裁判。 (123, 924, 243, 949)
notice-court: 人民法院 (228, 1682, 243, 1687)
notice-court: 人民法院 (228, 1749, 243, 1754)
notice (123, 1657, 243, 1688)
notice-body: 本院受理原告诉被告合同纠纷一案，因你下落不明，依照《中华人民共和国民事诉讼法》第九十五条规定，向你公告送达起诉状副本、应诉通知书、举证通知书、开庭传票等诉讼文书。自公告之日起经过三十日即视为送达。提出答辩状和举证的期限分别为公告期满后的十五日内，并定于举证期满后第三日上午九时在本院第三法庭公开开庭审理此案，逾期将依法缺席裁判。 (123, 2055, 243, 2080)
notice-body: 本院受理原告诉被告合同纠纷一案，因你下落不明，依照《中华人民共和国民事诉讼法》第九十五条规定，向你公告送达起诉状副本、应诉通知书、举证通知书、开庭传票等诉讼文书。自公告之日起经过三十日即视为送达。提出答辩状和举证的期限分别为公告期满后的十五日内，并定于举证期满后第三日上午九时在本院第三法庭公开开庭审理此案，逾期将依法缺席裁判。 (281, 1423, 401, 1449)
notice (123, 659, 243, 691)
